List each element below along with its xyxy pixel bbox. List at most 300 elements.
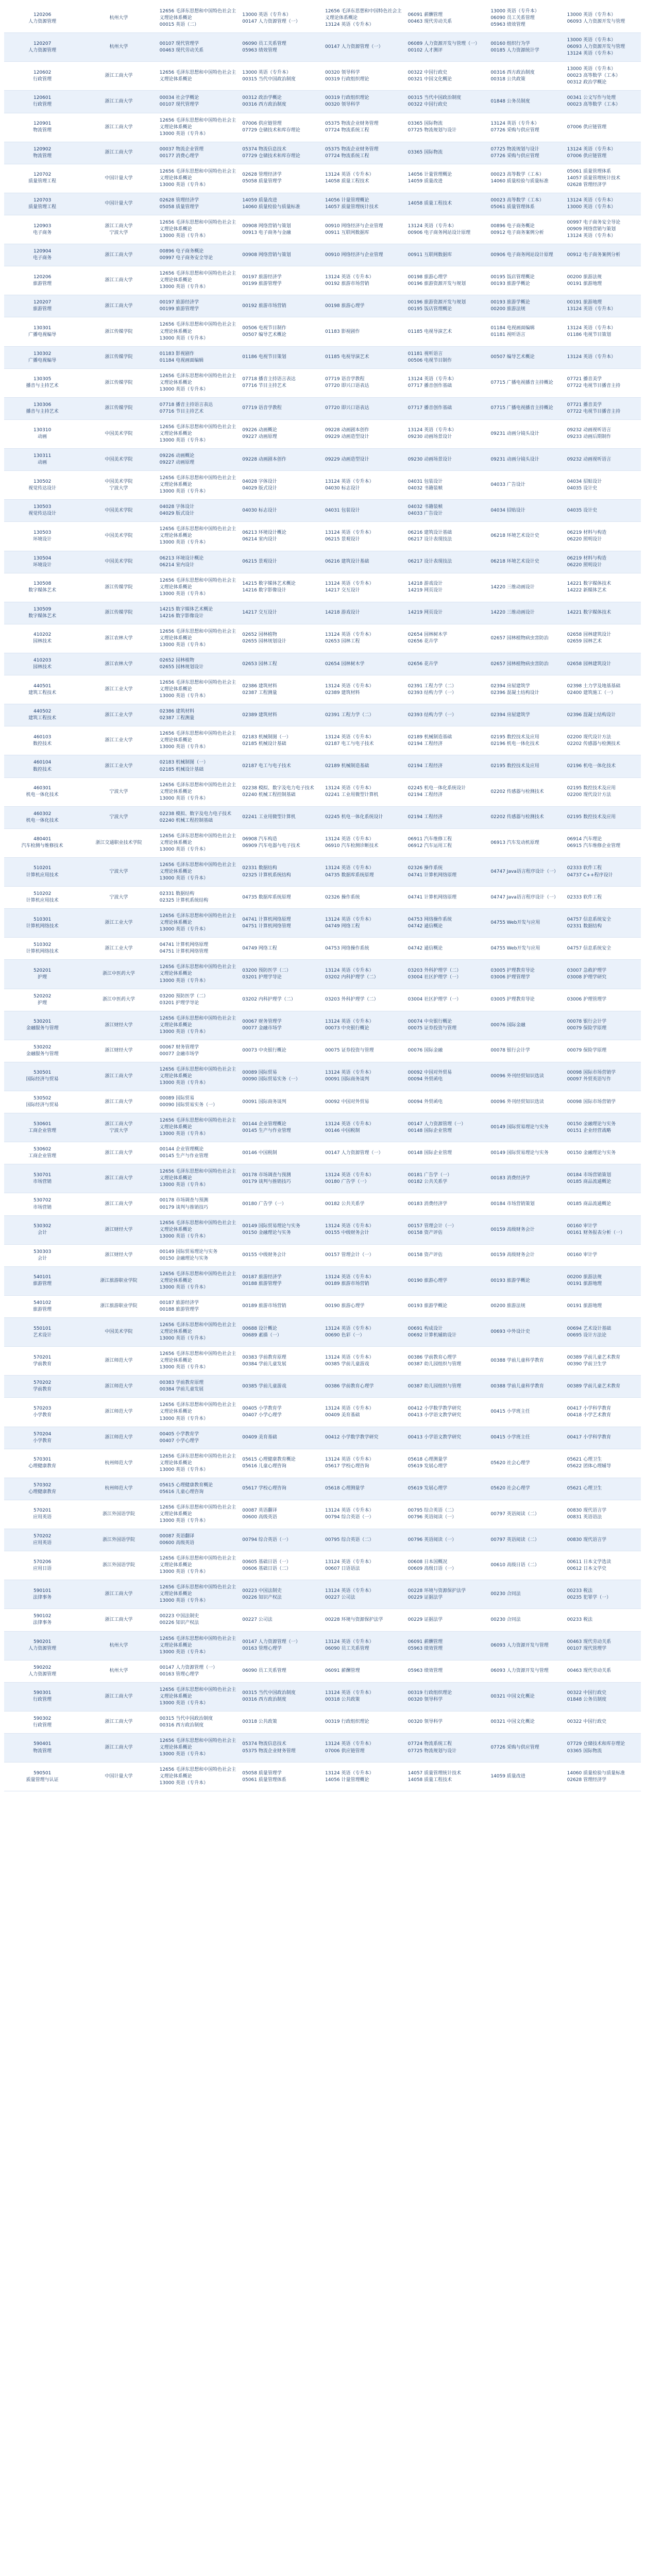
cell-line: 03200 预防医学（二） [242, 968, 291, 973]
cell-line: 05615 心理健康教育概论 [242, 1457, 296, 1463]
cell-line: 00315 当代中国政治制度 [242, 76, 296, 82]
course-cell-1 [157, 295, 240, 317]
cell-line: 00023 高等数学（工本） [490, 197, 544, 203]
course-cell-4 [405, 1551, 488, 1580]
cell-line: 物流管理 [33, 153, 52, 159]
cell-line: 00198 旅游心理学 [325, 303, 365, 309]
cell-line: 05621 心理卫生 [567, 1457, 602, 1463]
cell-line: 00193 旅游学概论 [490, 281, 530, 286]
table-row [4, 1682, 641, 1711]
course-cell-5 [488, 675, 564, 704]
cell-line: 01186 电视节目策划 [242, 354, 286, 360]
cell-line: 00090 国际贸易实务（一） [159, 1103, 218, 1108]
cell-line: 00197 旅游经济学 [159, 300, 199, 306]
cell-line: 00094 外贸函电 [408, 1077, 443, 1082]
course-cell-4 [405, 1449, 488, 1478]
cell-line: 02331 数据结构 [159, 891, 195, 897]
cell-line: 00413 小学语文教学研究 [408, 1412, 462, 1418]
course-cell-6 [565, 755, 641, 777]
table-row [4, 4, 641, 33]
course-cell-6 [565, 828, 641, 857]
cell-line: 13000 英语（专升本） [159, 1131, 209, 1137]
cell-line: 00147 人力资源管理（一） [242, 1639, 300, 1645]
course-cell-6 [565, 1682, 641, 1711]
course-cell-5 [488, 828, 564, 857]
course-cell-1 [157, 266, 240, 295]
table-row [4, 346, 641, 368]
course-cell-1 [157, 419, 240, 448]
course-cell-5 [488, 266, 564, 295]
cell-line: 00190 旅游心理学 [325, 1303, 365, 1309]
cell-line: 00688 设计概论 [242, 1326, 277, 1331]
cell-line: 旅游管理 [33, 1307, 52, 1312]
cell-line: 00795 综合英语（二） [325, 1537, 374, 1543]
cell-line: 14059 质量改进 [242, 197, 277, 203]
cell-line: 13000 英语（专升本） [159, 1781, 209, 1786]
cell-line: 13000 英语（专升本） [159, 1752, 209, 1757]
table-row [4, 887, 641, 909]
cell-line: 00163 管理心理学 [242, 1646, 282, 1652]
cell-line: 05963 绩效管理 [408, 1646, 443, 1652]
cell-line: 07726 采购与供应管理 [490, 1745, 539, 1751]
cell-line: 120904 [33, 249, 52, 255]
cell-line: 动画 [38, 434, 47, 440]
course-cell-5 [488, 471, 564, 500]
cell-line: 02396 混凝土结构设计 [490, 690, 539, 696]
table-row [4, 1318, 641, 1347]
table-row [4, 828, 641, 857]
cell-line: 06090 员工关系管理 [490, 15, 535, 21]
cell-line: 04034 招贴设计 [490, 507, 525, 513]
course-cell-2 [240, 397, 322, 419]
course-cell-2 [240, 62, 322, 91]
cell-line: 12656 毛泽东思想和中国特色社会主义理论体系概论 [159, 1636, 236, 1648]
cell-line: 00074 中央银行概论 [408, 1019, 452, 1025]
course-cell-3 [322, 806, 405, 828]
cell-line: 00407 小学心理学 [159, 1438, 199, 1444]
cell-line: 12656 毛泽东思想和中国特色社会主义理论体系概论 [159, 1585, 236, 1597]
cell-line: 浙江工商大学 [105, 150, 133, 156]
cell-line: 12656 毛泽东思想和中国特色社会主义理论体系概论 [159, 578, 236, 590]
course-cell-6 [565, 1318, 641, 1347]
cell-line: 530702 [33, 1198, 52, 1204]
course-cell-6 [565, 1478, 641, 1500]
course-cell-1 [157, 1449, 240, 1478]
school-cell [80, 960, 157, 989]
course-cell-2 [240, 887, 322, 909]
cell-line: 590501 [33, 1770, 52, 1776]
course-cell-6 [565, 1762, 641, 1791]
cell-line: 13124 英语（专升本） [325, 866, 374, 871]
course-cell-2 [240, 295, 322, 317]
cell-line: 07724 物流系统工程 [325, 153, 369, 159]
course-cell-2 [240, 704, 322, 726]
course-cell-4 [405, 346, 488, 368]
course-cell-1 [157, 449, 240, 471]
course-cell-3 [322, 1011, 405, 1040]
course-cell-4 [405, 215, 488, 244]
cell-line: 00183 消费经济学 [490, 1176, 530, 1181]
course-cell-1 [157, 346, 240, 368]
cell-line: 12656 毛泽东思想和中国特色社会主义理论体系概论 [159, 168, 236, 181]
cell-line: 人力资源管理 [28, 1646, 57, 1652]
cell-line: 00145 生产与作业管理 [159, 1154, 209, 1159]
cell-line: 04751 计算机网络管理 [242, 923, 291, 929]
course-cell-2 [240, 4, 322, 33]
cell-line: 06090 员工关系管理 [242, 41, 286, 46]
cell-line: 03200 预防医学（二） [159, 993, 209, 999]
table-row [4, 675, 641, 704]
cell-line: 590302 [33, 1716, 52, 1721]
cell-line: 00412 小学数学教学研究 [325, 1435, 379, 1440]
cell-line: 00191 旅游地理 [567, 1303, 602, 1309]
cell-line: 06220 照明设计 [567, 562, 602, 568]
course-cell-2 [240, 1500, 322, 1529]
cell-line: 00098 国际市场营销学 [567, 1099, 616, 1105]
cell-line: 00607 日语语法 [325, 1566, 360, 1571]
course-cell-5 [488, 1040, 564, 1062]
course-cell-6 [565, 551, 641, 573]
cell-line: 07715 广播电视播音主持概论 [490, 380, 553, 385]
cell-line: 09226 动画概论 [242, 428, 277, 433]
course-cell-6 [565, 777, 641, 806]
course-cell-5 [488, 1062, 564, 1091]
course-cell-3 [322, 1040, 405, 1062]
table-row [4, 653, 641, 675]
school-cell [80, 91, 157, 113]
cell-line: 00318 公共政策 [325, 1697, 360, 1703]
cell-line: 00087 英语翻译 [159, 1534, 195, 1539]
cell-line: 00076 国际金融 [408, 1048, 443, 1054]
cell-line: 00695 设计方法论 [567, 1332, 607, 1338]
cell-line: 01186 电视节目策划 [567, 332, 612, 338]
cell-line: 人力资源管理 [28, 1671, 57, 1677]
course-cell-2 [240, 91, 322, 113]
cell-line: 浙江工商大学 [105, 1150, 133, 1156]
cell-line: 14057 质量管理统计技术 [567, 175, 621, 181]
cell-line: 00067 财务管理学 [242, 1019, 282, 1025]
cell-line: 浙江传媒学院 [105, 405, 133, 411]
course-cell-3 [322, 266, 405, 295]
cell-line: 13124 英语（专升本） [325, 1172, 374, 1178]
cell-line: 13124 英语（专升本） [325, 1508, 374, 1514]
course-cell-6 [565, 1631, 641, 1660]
cell-line: 杭州师范大学 [105, 1460, 133, 1466]
cell-line: 02196 机电一体化技术 [490, 741, 539, 747]
course-cell-4 [405, 857, 488, 886]
cell-line: 07721 播音美学 [567, 377, 602, 382]
cell-line: 02400 建筑施工（一） [567, 690, 616, 696]
major-cell [4, 113, 80, 142]
cell-line: 00182 公共关系学 [408, 1179, 448, 1184]
cell-line: 00199 旅游管理学 [159, 307, 199, 312]
cell-line: 13124 英语（专升本） [325, 632, 374, 638]
cell-line: 02396 混凝土结构设计 [567, 712, 616, 718]
cell-line: 07729 仓储技术和库存理论 [242, 153, 300, 159]
course-cell-1 [157, 1529, 240, 1551]
table-row [4, 1142, 641, 1164]
cell-line: 07722 电视节目播音主持 [567, 409, 621, 414]
major-cell [4, 1478, 80, 1500]
cell-line: 00794 综合英语（一） [242, 1537, 291, 1543]
cell-line: 13124 英语（专升本） [325, 837, 374, 842]
cell-line: 04028 字体设计 [242, 479, 277, 484]
cell-line: 浙江旅游职业学院 [100, 1278, 138, 1283]
cell-line: 电子商务 [33, 256, 52, 261]
course-cell-3 [322, 1347, 405, 1376]
cell-line: 06220 照明设计 [567, 536, 602, 542]
course-cell-2 [240, 653, 322, 675]
course-cell-3 [322, 1682, 405, 1711]
cell-line: 06093 人力资源开发与管理 [567, 44, 625, 50]
cell-line: 02187 电工与电子技术 [242, 763, 291, 769]
course-cell-3 [322, 1295, 405, 1317]
cell-line: 02391 工程力学（二） [408, 683, 457, 689]
course-cell-4 [405, 1427, 488, 1449]
cell-line: 00102 人才测评 [408, 47, 443, 53]
cell-line: 06090 员工关系管理 [325, 1646, 369, 1652]
cell-line: 计算机网络技术 [26, 949, 59, 955]
cell-line: 护理 [38, 974, 47, 980]
course-cell-1 [157, 1040, 240, 1062]
cell-line: 浙江工商大学 [105, 1099, 133, 1105]
school-cell [80, 653, 157, 675]
school-cell [80, 33, 157, 62]
cell-line: 02387 工程测量 [159, 716, 195, 721]
cell-line: 04741 计算机网络原理 [242, 917, 291, 922]
course-cell-3 [322, 1062, 405, 1091]
course-cell-5 [488, 91, 564, 113]
cell-line: 浙江外国语学院 [102, 1563, 135, 1568]
course-cell-5 [488, 113, 564, 142]
cell-line: 14215 数字媒体艺术概论 [242, 581, 296, 587]
cell-line: 00913 电子商务与金融 [242, 230, 291, 235]
major-cell [4, 960, 80, 989]
cell-line: 00075 证券投资与管理 [408, 1026, 457, 1031]
course-cell-3 [322, 938, 405, 960]
course-cell-1 [157, 1609, 240, 1631]
cell-line: 05058 质量管理学 [159, 204, 199, 210]
course-cell-5 [488, 1449, 564, 1478]
cell-line: 12656 毛泽东思想和中国特色社会主义理论体系概论 [159, 9, 236, 21]
course-cell-4 [405, 1295, 488, 1317]
major-cell [4, 522, 80, 551]
cell-line: 00405 小学教育学 [242, 1405, 282, 1411]
cell-line: 07716 节目主持艺术 [242, 383, 286, 389]
course-cell-5 [488, 1427, 564, 1449]
course-cell-3 [322, 113, 405, 142]
school-cell [80, 1318, 157, 1347]
course-cell-3 [322, 1762, 405, 1791]
cell-line: 00077 金融市场学 [242, 1026, 282, 1031]
cell-line: 00318 公共政策 [490, 76, 525, 82]
course-cell-6 [565, 1266, 641, 1295]
cell-line: 07006 供应链管理 [567, 153, 607, 159]
course-cell-1 [157, 1266, 240, 1295]
course-cell-1 [157, 704, 240, 726]
cell-line: 00906 电子商务网站设计原理 [490, 252, 553, 258]
cell-line: 13124 英语（专升本） [567, 197, 616, 203]
cell-line: 01184 电视画面编辑 [490, 325, 535, 331]
cell-line: 00912 电子商务案例分析 [490, 230, 544, 235]
cell-line: 00463 现代劳动关系 [159, 47, 204, 53]
major-cell [4, 346, 80, 368]
cell-line: 04031 包装设计 [325, 507, 360, 513]
cell-line: 法律事务 [33, 1620, 52, 1626]
cell-line: 530201 [33, 1019, 52, 1025]
cell-line: 14217 交互设计 [242, 610, 277, 616]
cell-line: 00180 广告学（一） [242, 1201, 286, 1207]
cell-line: 数控技术 [33, 767, 52, 772]
cell-line: 02195 数控技术及应用 [490, 734, 539, 740]
course-cell-4 [405, 1011, 488, 1040]
school-cell [80, 573, 157, 602]
cell-line: 410202 [33, 632, 52, 638]
course-cell-4 [405, 1062, 488, 1091]
cell-line: 00383 学前教育原理 [159, 1380, 204, 1386]
cell-line: 06219 材料与构造 [567, 530, 607, 535]
cell-line: 13000 英语（专升本） [159, 1518, 209, 1523]
cell-line: 02658 园林建筑设计 [567, 661, 612, 667]
cell-line: 04753 网络操作系统 [408, 917, 452, 922]
cell-line: 12656 毛泽东思想和中国特色社会主义理论体系概论 [159, 833, 236, 845]
school-cell [80, 1347, 157, 1376]
major-cell [4, 317, 80, 346]
cell-line: 浙江工商大学 [105, 1073, 133, 1079]
cell-line: 01185 电视导演艺术 [408, 329, 452, 334]
cell-line: 570206 [33, 1559, 52, 1565]
course-cell-2 [240, 1478, 322, 1500]
cell-line: 03004 社区护理学（一） [408, 997, 462, 1003]
course-cell-6 [565, 113, 641, 142]
cell-line: 03007 急救护理学 [567, 968, 607, 973]
cell-line: 00694 艺术设计基础 [567, 1326, 612, 1331]
cell-line: 13000 英语（专升本） [159, 744, 209, 750]
cell-line: 12656 毛泽东思想和中国特色社会主义理论体系概论 [159, 1066, 236, 1079]
course-cell-4 [405, 1631, 488, 1660]
cell-line: 00609 高级日语（一） [408, 1566, 457, 1571]
course-cell-2 [240, 675, 322, 704]
cell-line: 13000 英语（专升本） [159, 1284, 209, 1290]
cell-line: 浙江师范大学 [105, 1358, 133, 1364]
cell-line: 09231 动画分镜头设计 [490, 456, 539, 462]
major-cell [4, 244, 80, 266]
cell-line: 浙江师范大学 [105, 1435, 133, 1440]
course-cell-6 [565, 266, 641, 295]
major-cell [4, 624, 80, 653]
course-cell-2 [240, 755, 322, 777]
cell-line: 浙江传媒学院 [105, 354, 133, 360]
table-row [4, 449, 641, 471]
cell-line: 00315 当代中国政治制度 [408, 95, 462, 101]
cell-line: 心理健康教育 [28, 1464, 57, 1469]
cell-line: 03201 护理学导论 [242, 974, 282, 980]
school-cell [80, 1609, 157, 1631]
course-cell-6 [565, 675, 641, 704]
cell-line: 中国美术学院 [105, 431, 133, 436]
course-cell-5 [488, 1609, 564, 1631]
cell-line: 00463 现代劳动关系 [567, 1668, 612, 1674]
cell-line: 00507 编导艺术概论 [242, 332, 286, 338]
cell-line: 行政管理 [33, 1722, 52, 1728]
course-cell-4 [405, 755, 488, 777]
table-row [4, 909, 641, 938]
cell-line: 02391 工程力学（二） [325, 712, 374, 718]
course-cell-3 [322, 471, 405, 500]
cell-line: 环境设计 [33, 536, 52, 542]
cell-line: 530601 [33, 1121, 52, 1127]
cell-line: 570202 [33, 1380, 52, 1386]
cell-line: 02241 工业用微型计算机 [242, 815, 296, 820]
major-cell [4, 62, 80, 91]
cell-line: 02185 机械设计基础 [159, 767, 204, 772]
course-cell-4 [405, 938, 488, 960]
table-row [4, 1215, 641, 1244]
cell-line: 03006 护理管理学 [567, 997, 607, 1003]
school-cell [80, 806, 157, 828]
table-row [4, 755, 641, 777]
cell-line: 行政管理 [33, 1697, 52, 1703]
cell-line: 13124 英语（专升本） [325, 530, 374, 535]
course-cell-2 [240, 624, 322, 653]
course-cell-3 [322, 62, 405, 91]
cell-line: 02394 房屋建筑学 [490, 712, 530, 718]
course-cell-2 [240, 1318, 322, 1347]
cell-line: 浙江工业大学 [105, 712, 133, 718]
table-row [4, 1733, 641, 1762]
cell-line: 02202 传感器与检测技术 [490, 815, 544, 820]
major-cell [4, 909, 80, 938]
major-cell [4, 397, 80, 419]
cell-line: 00195 饭店管理概论 [490, 274, 535, 280]
course-cell-3 [322, 33, 405, 62]
course-cell-5 [488, 346, 564, 368]
course-cell-1 [157, 33, 240, 62]
cell-line: 00160 组织行为学 [490, 41, 530, 46]
cell-line: 14220 三维动画设计 [490, 584, 535, 590]
cell-line: 00149 国际贸易理论与实务 [490, 1150, 549, 1156]
table-row [4, 1091, 641, 1113]
cell-line: 12656 毛泽东思想和中国特色社会主义理论体系概论 [159, 271, 236, 283]
cell-line: 动画 [38, 460, 47, 466]
cell-line: 13124 英语（专升本） [325, 1354, 374, 1360]
course-cell-5 [488, 1215, 564, 1244]
cell-line: 00228 环境与资源保护法学 [325, 1617, 383, 1622]
cell-line: 03203 外科护理学（二） [408, 968, 462, 973]
cell-line: 00150 金融理论与实务 [567, 1150, 616, 1156]
course-cell-1 [157, 1295, 240, 1317]
course-cell-6 [565, 1164, 641, 1193]
cell-line: 00692 计算机辅助设计 [408, 1332, 457, 1338]
course-cell-3 [322, 295, 405, 317]
cell-line: 12656 毛泽东思想和中国特色社会主义理论体系概论 [159, 964, 236, 977]
cell-line: 市场营销 [33, 1179, 52, 1184]
cell-line: 广播电视编导 [28, 358, 57, 363]
course-cell-2 [240, 1215, 322, 1244]
major-cell [4, 938, 80, 960]
cell-line: 00157 管理会计（一） [408, 1224, 457, 1229]
cell-line: 04735 数据库系统原理 [242, 894, 291, 900]
cell-line: 05375 物流企业财务管理 [325, 146, 379, 152]
course-cell-2 [240, 266, 322, 295]
major-cell [4, 828, 80, 857]
course-cell-5 [488, 777, 564, 806]
course-cell-5 [488, 726, 564, 755]
table-row [4, 1347, 641, 1376]
cell-line: 13000 英语（专升本） [242, 12, 291, 18]
major-cell [4, 1398, 80, 1427]
cell-line: 01848 公务员制度 [490, 98, 530, 104]
